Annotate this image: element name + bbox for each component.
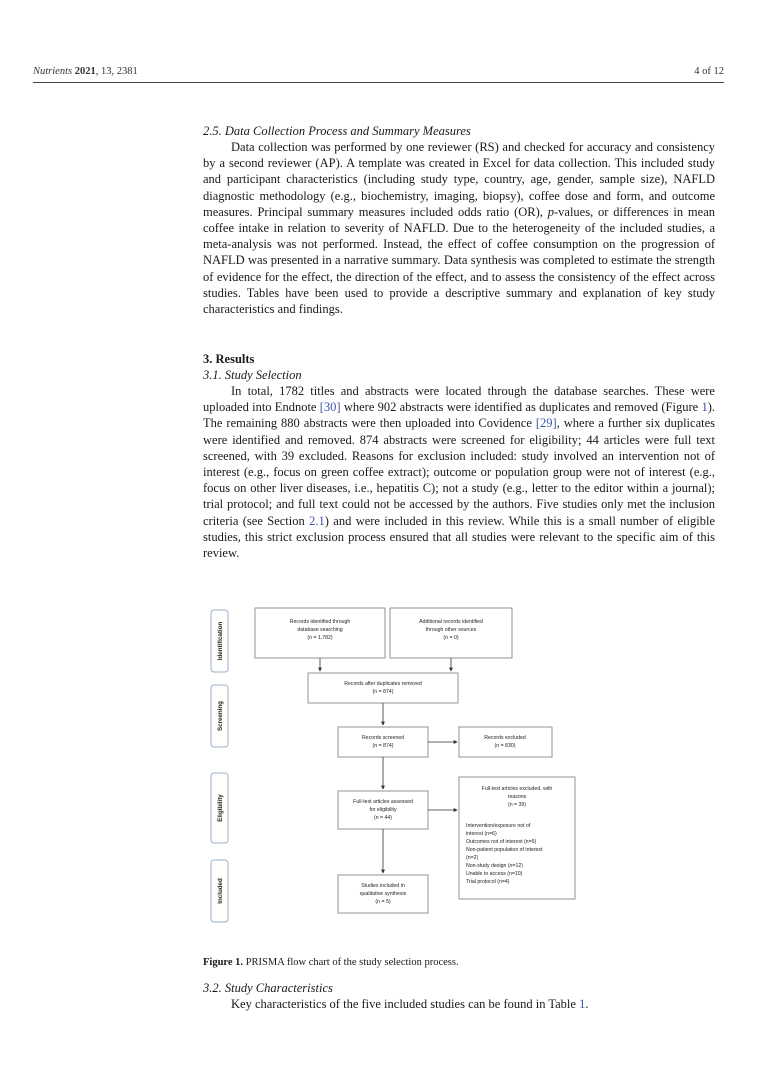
exclusion-reason: Unable to access (n=10) bbox=[466, 871, 523, 877]
para-text: where 902 abstracts were identified as duplicates and removed (Figure bbox=[340, 400, 702, 415]
box-text: qualitative synthesis bbox=[359, 891, 407, 897]
citation-link[interactable]: [30] bbox=[319, 400, 341, 415]
prisma-flowchart-svg bbox=[203, 605, 583, 945]
box-text: (n = 874) bbox=[372, 689, 394, 695]
figure-caption bbox=[203, 957, 459, 968]
box-text: (n = 1,782) bbox=[307, 635, 333, 641]
exclusion-reason: Non-patient population of interest bbox=[466, 847, 543, 853]
section-3-2 bbox=[203, 980, 715, 1012]
exclusion-reason: Non-study design (n=12) bbox=[466, 863, 523, 869]
box-records-identified bbox=[255, 608, 385, 658]
section-3-1-paragraph bbox=[203, 383, 715, 561]
section-2-5-heading: 2.5. Data Collection Process and Summary Measures bbox=[203, 124, 471, 138]
section-3-2-heading: 3.2. Study Characteristics bbox=[203, 981, 333, 995]
journal-volume: , 13, 2381 bbox=[95, 66, 138, 77]
citation-link[interactable]: [29] bbox=[535, 416, 557, 431]
para-text: , where a further six duplicates were identified and removed. 874 abstracts were screened for eligibility; 44 articles were full text screened, with 39 excluded. Reasons for exclusion included: study involved an intervention not of interest (e.g., focus on green coffee extract); outcome or population group were not of interest (e.g., focus on other liver diseases, i.e., hepatitis C); not a study (e.g., letter to the editor within a journal); trial protocol; and full text could not be accessed by the authors. Five studies only met the inclusion criteria (see Section bbox=[203, 416, 715, 528]
stage-eligibility bbox=[211, 773, 228, 843]
box-studies-included bbox=[338, 875, 428, 913]
exclusion-reason: Trial protocol (n=4) bbox=[466, 879, 510, 885]
box-text: Full-text articles assessed bbox=[353, 799, 413, 805]
exclusion-reason: interest (n=6) bbox=[466, 831, 497, 837]
exclusion-reason: Outcomes not of interest (n=5) bbox=[466, 839, 537, 845]
box-text: (n = 44) bbox=[373, 815, 393, 821]
box-fulltext-excluded bbox=[459, 777, 575, 899]
box-after-duplicates bbox=[308, 673, 458, 703]
stage-label: Included bbox=[217, 878, 224, 904]
para-text: -values, or differences in mean coffee intake in relation to severity of NAFLD. Due to the heterogeneity of the included studies, a meta-analysis was not performed. Instead, the effect of coffee consumption on the progression of NAFLD was presented in a narrative summary. Data synthesis was completed to estimate the strength of evidence for the effect, the direction of the effect, and to assess the consistency of the effect across studies. Tables have been used to provide a descriptive summary and explanation of key study characteristics and findings. bbox=[203, 204, 716, 317]
stage-identification bbox=[211, 610, 228, 672]
figure-label: Figure 1. bbox=[203, 957, 244, 968]
box-text: (n = 39) bbox=[507, 802, 527, 808]
box-text: Studies included in bbox=[361, 883, 405, 889]
para-text: Data collection was performed by one reviewer (RS) and checked for accuracy and consistency by a second reviewer (AP). A template was created in Excel for data collection. This included study and participant characteristics (including study type, country, age, gender, sample size), NAFLD diagnostic methodology (e.g., biochemistry, imaging, biopsy), coffee dose and form, and outcome measures. Principal summary measures included odds ratio (OR), bbox=[203, 140, 715, 219]
section-3-heading: 3. Results bbox=[203, 352, 255, 366]
stage-screening bbox=[211, 685, 228, 747]
exclusion-reason: Intervention/exposure not of bbox=[466, 823, 531, 829]
para-text: . bbox=[585, 997, 589, 1011]
section-3-2-paragraph bbox=[203, 996, 715, 1012]
box-text: (n = 0) bbox=[443, 635, 459, 641]
box-text: Additional records identified bbox=[419, 619, 483, 625]
box-text: for eligibility bbox=[369, 807, 397, 813]
stage-label: Screening bbox=[217, 701, 224, 731]
para-italic: p bbox=[547, 204, 554, 219]
prisma-flowchart bbox=[203, 605, 583, 945]
box-text: Records screened bbox=[361, 735, 405, 741]
section-2-5 bbox=[203, 123, 715, 317]
box-text: (n = 874) bbox=[372, 743, 394, 749]
exclusion-reason: (n=2) bbox=[466, 855, 479, 861]
table-link[interactable]: 1 bbox=[579, 997, 586, 1011]
box-text: Records excluded bbox=[484, 735, 526, 741]
journal-year: 2021 bbox=[74, 66, 96, 77]
box-records-screened bbox=[338, 727, 428, 757]
para-text: ). The remaining 880 abstracts were then uploaded into Covidence bbox=[203, 400, 716, 431]
section-2-5-paragraph bbox=[203, 139, 715, 317]
figure-caption-text: PRISMA flow chart of the study selection process. bbox=[243, 957, 459, 968]
para-text: ) and were included in this review. While this is a small number of eligible studies, this strict exclusion process ensured that all studies were relevant to the specific aim of this review. bbox=[203, 513, 715, 561]
box-text: reasons bbox=[507, 794, 527, 800]
section-link[interactable]: 2.1 bbox=[309, 513, 325, 528]
box-text: database searching bbox=[297, 627, 343, 633]
box-additional-records bbox=[390, 608, 512, 658]
section-3-1-heading: 3.1. Study Selection bbox=[203, 368, 302, 382]
stage-included bbox=[211, 860, 228, 922]
header-divider bbox=[33, 82, 724, 83]
stage-label: Eligibility bbox=[217, 794, 224, 822]
stage-label: Identification bbox=[217, 621, 224, 661]
box-text: (n = 830) bbox=[494, 743, 516, 749]
page-number: 4 of 12 bbox=[694, 66, 724, 77]
box-records-excluded bbox=[459, 727, 552, 757]
figure-link[interactable]: 1 bbox=[701, 400, 708, 415]
journal-citation bbox=[33, 66, 138, 77]
box-text: Records identified through bbox=[289, 619, 351, 625]
box-text: Full-text articles excluded, with bbox=[481, 786, 553, 792]
box-text: (n = 5) bbox=[375, 899, 391, 905]
box-fulltext-assessed bbox=[338, 791, 428, 829]
box-text: through other sources bbox=[425, 627, 477, 633]
journal-name: Nutrients bbox=[33, 66, 73, 77]
para-text: In total, 1782 titles and abstracts were located through the database searches. These were uploaded into Endnote bbox=[203, 384, 715, 415]
section-3 bbox=[203, 351, 715, 561]
box-text: Records after duplicates removed bbox=[344, 681, 422, 687]
para-text: Key characteristics of the five included studies can be found in Table bbox=[231, 997, 580, 1011]
